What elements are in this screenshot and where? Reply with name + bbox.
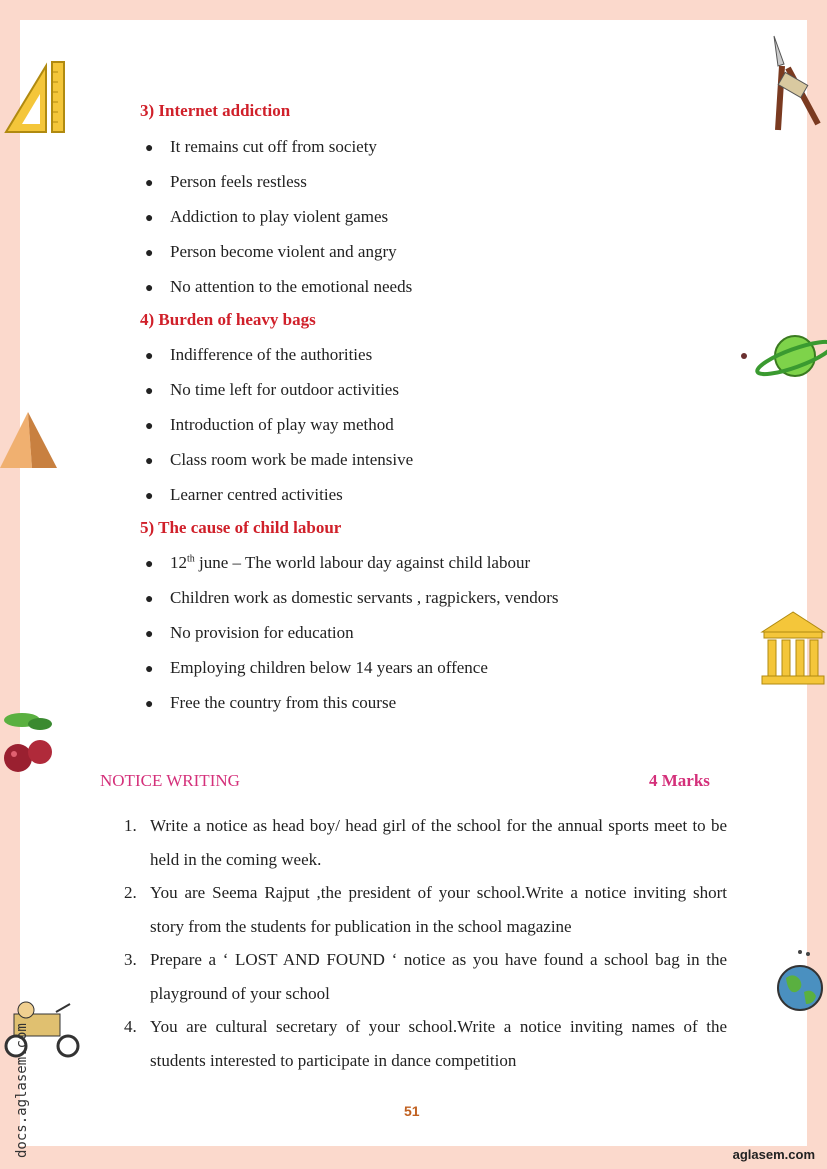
list-item bbox=[145, 137, 377, 157]
list-item-text: Person feels restless bbox=[170, 172, 307, 191]
list-item bbox=[145, 623, 354, 643]
pyramid-icon bbox=[0, 410, 58, 470]
question-item bbox=[124, 1010, 727, 1078]
list-item-text: Indifference of the authorities bbox=[170, 345, 373, 364]
bullet-dot: ● bbox=[145, 592, 154, 607]
brand-watermark: aglasem.com bbox=[732, 1147, 815, 1162]
list-item bbox=[145, 380, 399, 400]
list-item bbox=[145, 693, 396, 713]
list-item-text: No provision for education bbox=[170, 623, 354, 642]
bullet-dot: ● bbox=[145, 384, 154, 399]
list-item bbox=[145, 553, 530, 573]
section-heading: 5) The cause of child labour bbox=[140, 518, 342, 537]
question-text: You are cultural secretary of your school.Write a notice inviting names of the students interested to participate in dance competition bbox=[150, 1017, 727, 1070]
list-item-text: Introduction of play way method bbox=[170, 415, 394, 434]
marks-label: 4 Marks bbox=[649, 771, 710, 790]
question-item bbox=[124, 876, 727, 944]
bullet-dot: ● bbox=[145, 627, 154, 642]
side-watermark: docs.aglasem.com bbox=[14, 1023, 30, 1158]
list-item-text: Addiction to play violent games bbox=[170, 207, 389, 226]
list-item bbox=[145, 277, 412, 297]
list-item-text: No attention to the emotional needs bbox=[170, 277, 413, 296]
globe-icon bbox=[776, 948, 826, 1016]
bullet-dot: ● bbox=[145, 211, 154, 226]
question-item bbox=[124, 809, 727, 877]
question-number: 2. bbox=[124, 883, 137, 902]
ordinal-suffix: th bbox=[187, 553, 195, 565]
bullet-dot: ● bbox=[145, 176, 154, 191]
page-number: 51 bbox=[404, 1103, 420, 1119]
list-item bbox=[145, 485, 343, 505]
bullet-dot: ● bbox=[145, 662, 154, 677]
list-item bbox=[145, 415, 394, 435]
bullet-dot: ● bbox=[145, 141, 154, 156]
temple-icon bbox=[760, 610, 826, 686]
bullet-dot: ● bbox=[145, 419, 154, 434]
bullet-dot: ● bbox=[145, 246, 154, 261]
compass-icon bbox=[766, 34, 824, 134]
bullet-dot: ● bbox=[145, 454, 154, 469]
list-item-text: Free the country from this course bbox=[170, 693, 397, 712]
notice-writing-title: NOTICE WRITING bbox=[100, 771, 240, 790]
question-number: 4. bbox=[124, 1017, 137, 1036]
list-item-text: Person become violent and angry bbox=[170, 242, 397, 261]
bullet-dot: ● bbox=[145, 557, 154, 572]
list-item-text bbox=[170, 553, 530, 572]
section-heading: 3) Internet addiction bbox=[140, 101, 291, 120]
question-text: Write a notice as head boy/ head girl of the school for the annual sports meet to be held in the coming week. bbox=[150, 816, 727, 869]
question-text: Prepare a ‘ LOST AND FOUND ‘ notice as you have found a school bag in the playground of your school bbox=[150, 950, 727, 1003]
list-item-text: Class room work be made intensive bbox=[170, 450, 414, 469]
question-text: You are Seema Rajput ,the president of your school.Write a notice inviting short story from the students for publication in the school magazine bbox=[150, 883, 727, 936]
section-heading: 4) Burden of heavy bags bbox=[140, 310, 316, 329]
cherries-icon bbox=[0, 708, 58, 780]
date-description: june – The world labour day against child labour bbox=[194, 553, 531, 572]
date-number: 12 bbox=[170, 553, 187, 572]
list-item-text: Learner centred activities bbox=[170, 485, 343, 504]
list-item bbox=[145, 450, 413, 470]
planet-icon bbox=[740, 330, 827, 382]
bullet-dot: ● bbox=[145, 281, 154, 296]
bullet-dot: ● bbox=[145, 489, 154, 504]
list-item bbox=[145, 242, 397, 262]
question-number: 1. bbox=[124, 816, 137, 835]
bullet-dot: ● bbox=[145, 697, 154, 712]
list-item bbox=[145, 172, 307, 192]
list-item bbox=[145, 588, 559, 608]
scooter-icon bbox=[0, 998, 82, 1060]
list-item bbox=[145, 207, 388, 227]
ruler-triangle-icon bbox=[2, 60, 68, 136]
question-number: 3. bbox=[124, 950, 137, 969]
bullet-dot: ● bbox=[145, 349, 154, 364]
list-item bbox=[145, 345, 372, 365]
list-item-text: It remains cut off from society bbox=[170, 137, 377, 156]
question-item bbox=[124, 943, 727, 1011]
list-item-text: Employing children below 14 years an offence bbox=[170, 658, 488, 677]
list-item bbox=[145, 658, 488, 678]
list-item-text: Children work as domestic servants , ragpickers, vendors bbox=[170, 588, 559, 607]
list-item-text: No time left for outdoor activities bbox=[170, 380, 399, 399]
